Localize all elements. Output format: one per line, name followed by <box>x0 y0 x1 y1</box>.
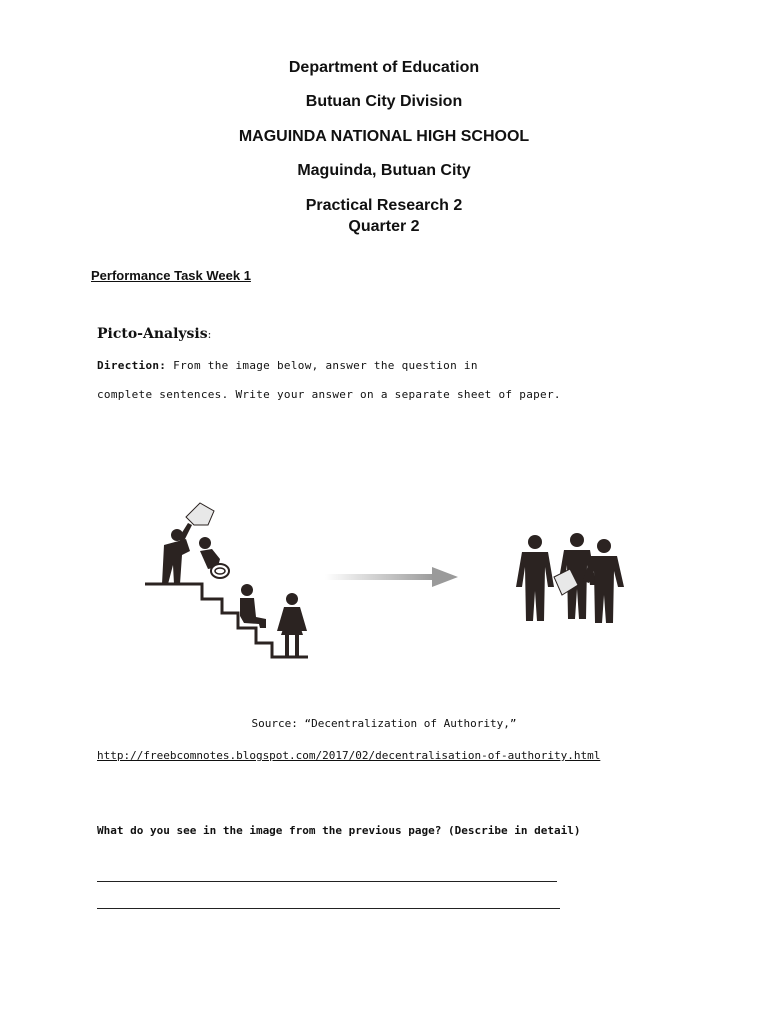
right-arrow-icon <box>325 567 458 587</box>
seated-figure <box>240 584 266 628</box>
header-subject: Practical Research 2 <box>305 197 463 214</box>
activity-colon: : <box>207 328 212 341</box>
direction-line-1 <box>97 359 478 372</box>
manager-figure <box>162 503 229 584</box>
decentralization-illustration <box>140 495 640 665</box>
header-department: Department of Education <box>288 59 480 76</box>
header-address: Maguinda, Butuan City <box>297 162 471 179</box>
activity-title: Picto-Analysis <box>97 326 208 342</box>
direction-text-1: From the image below, answer the question in <box>173 359 478 372</box>
header-quarter: Quarter 2 <box>348 218 420 235</box>
task-title: Performance Task Week 1 <box>91 268 251 283</box>
direction-label: Direction: <box>97 359 167 372</box>
answer-line-1 <box>97 881 557 882</box>
source-citation: Source: “Decentralization of Authority,” <box>251 717 517 730</box>
woman-figure <box>277 593 307 657</box>
header-school: MAGUINDA NATIONAL HIGH SCHOOL <box>238 128 530 145</box>
answer-line-2 <box>97 908 560 909</box>
header-division: Butuan City Division <box>305 93 463 110</box>
direction-line-2: complete sentences. Write your answer on a separate sheet of paper. <box>97 388 561 401</box>
question-text: What do you see in the image from the previous page? (Describe in detail) <box>97 824 581 837</box>
group-figures <box>516 533 624 623</box>
activity-title-row <box>97 326 211 342</box>
source-url-link[interactable]: http://freebcomnotes.blogspot.com/2017/02/decentralisation-of-authority.html <box>97 749 601 762</box>
